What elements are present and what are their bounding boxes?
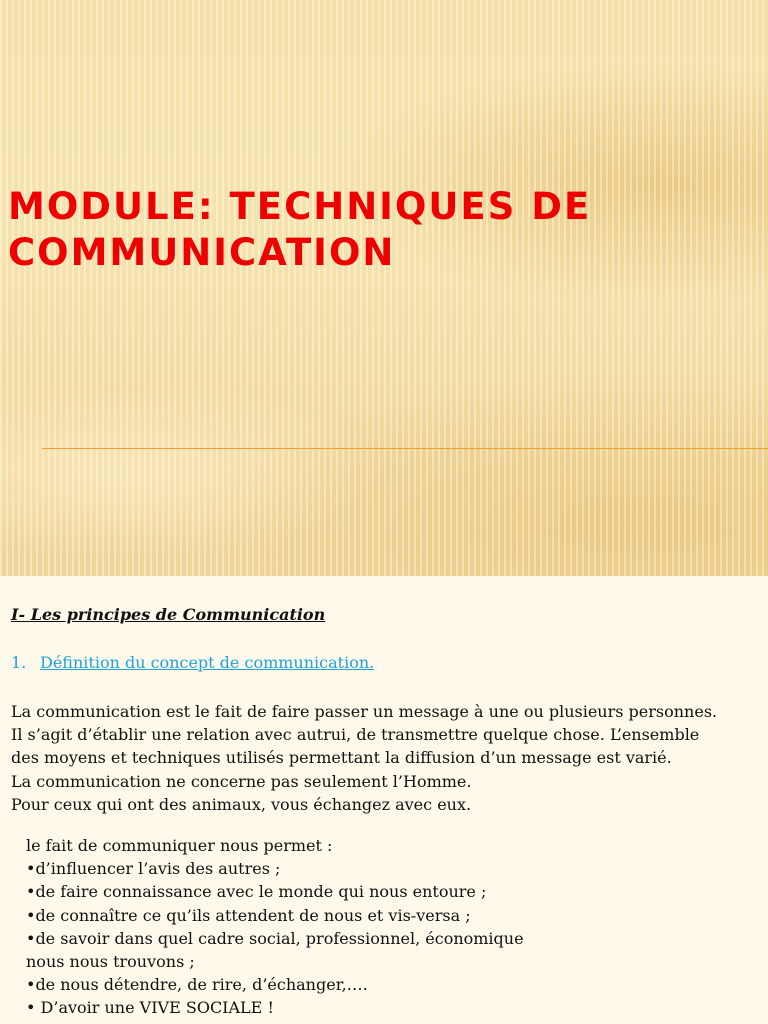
- paragraph-line: Pour ceux qui ont des animaux, vous échangez avec eux.: [11, 794, 472, 814]
- subheading-text: Définition du concept de communication.: [40, 653, 375, 672]
- list-intro: le fait de communiquer nous permet :: [26, 836, 333, 855]
- benefits-list: [26, 834, 746, 1020]
- definition-paragraph: [11, 700, 761, 816]
- subheading-number: 1.: [11, 653, 27, 672]
- list-item: • D’avoir une VIVE SOCIALE !: [26, 998, 274, 1018]
- paragraph-line: des moyens et techniques utilisés permettant la diffusion d’un message est varié.: [11, 748, 672, 768]
- section-heading: I- Les principes de Communication: [11, 605, 326, 624]
- list-item: •de connaître ce qu’ils attendent de nous et vis-versa ;: [26, 905, 471, 925]
- list-item-continuation: nous nous trouvons ;: [26, 952, 195, 972]
- title-divider-line: [42, 448, 768, 449]
- list-item: •de savoir dans quel cadre social, professionnel, économique: [26, 928, 524, 948]
- list-item: •de faire connaissance avec le monde qui nous entoure ;: [26, 882, 487, 902]
- slide-title: [8, 184, 748, 276]
- list-item: •d’influencer l’avis des autres ;: [26, 859, 281, 879]
- paragraph-line: La communication est le fait de faire passer un message à une ou plusieurs personnes.: [11, 702, 718, 721]
- list-item: •de nous détendre, de rire, d’échanger,….: [26, 975, 368, 995]
- paragraph-line: La communication ne concerne pas seulement l’Homme.: [11, 771, 472, 791]
- paragraph-line: Il s’agit d’établir une relation avec autrui, de transmettre quelque chose. L’ensemble: [11, 725, 700, 745]
- content-slide: [0, 576, 768, 1024]
- slide-title-line-2: COMMUNICATION: [8, 231, 396, 274]
- numbered-subheading: [11, 653, 374, 672]
- slide-title-line-1: MODULE: TECHNIQUES DE: [8, 185, 592, 228]
